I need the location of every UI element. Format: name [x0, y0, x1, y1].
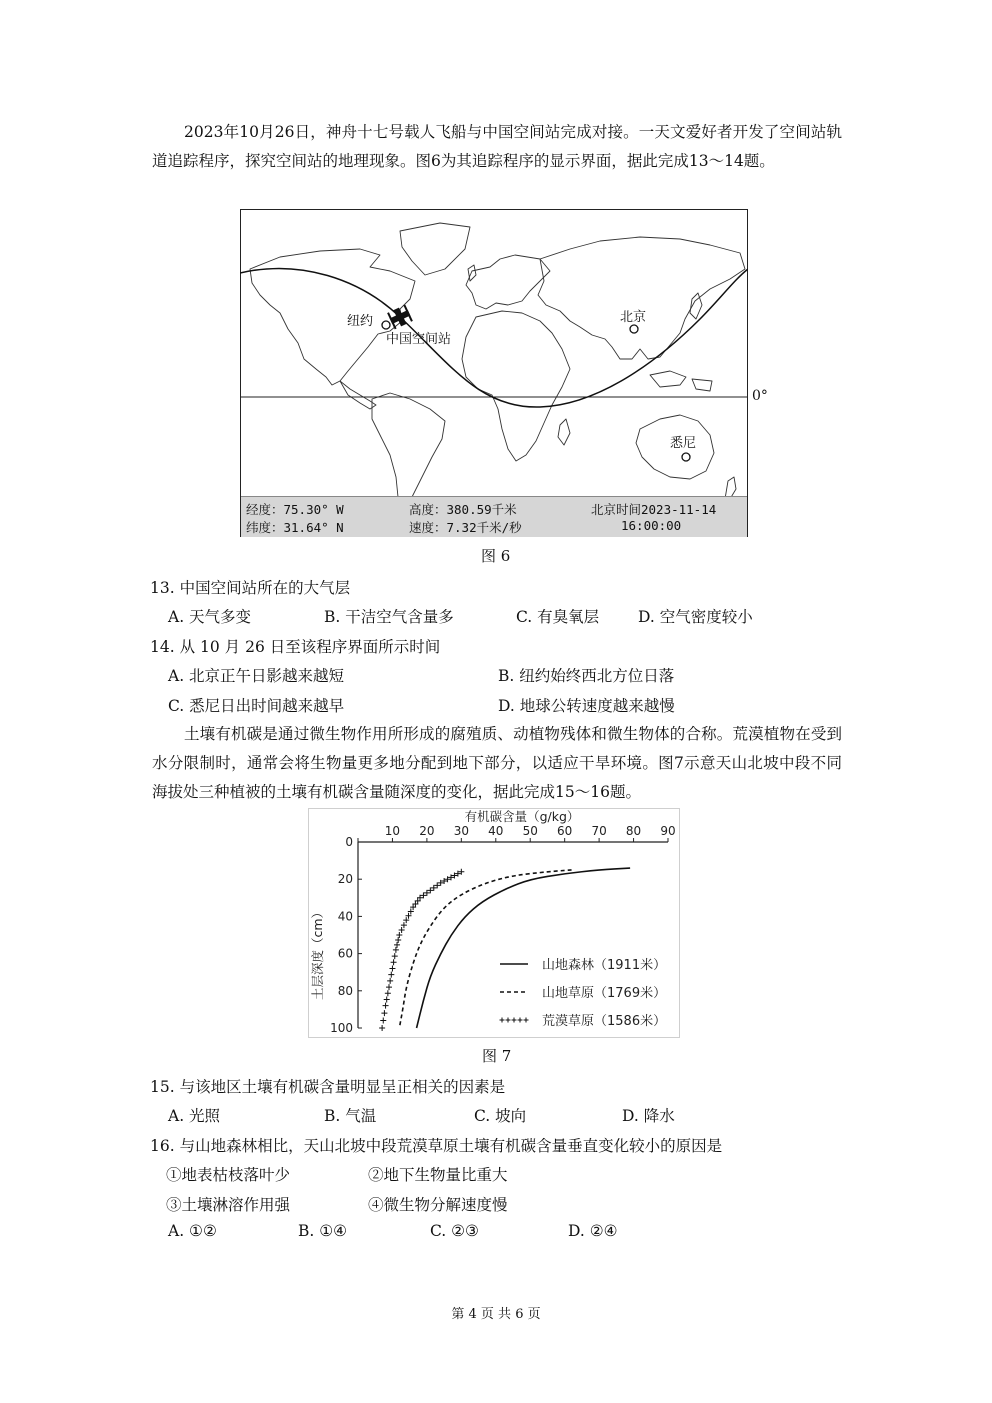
- sydney-label: 悉尼: [670, 436, 697, 451]
- legend-label: 荒漠草原（1586米）: [542, 1014, 667, 1029]
- q14-option-d: D. 地球公转速度越来越慢: [498, 697, 675, 715]
- x-tick-label: 80: [625, 824, 642, 838]
- q16-option-d: D. ②④: [568, 1222, 618, 1240]
- q13-option-d: D. 空气密度较小: [638, 608, 753, 626]
- x-tick-label: 50: [522, 824, 538, 838]
- x-tick-label: 10: [384, 824, 401, 838]
- intro-paragraph-1: 2023年10月26日，神舟十七号载人飞船与中国空间站完成对接。一天文爱好者开发了空间站轨道追踪程序，探究空间站的地理现象。图6为其追踪程序的显示界面，据此完成13～14题。: [152, 123, 842, 170]
- q15-option-a: A. 光照: [168, 1107, 221, 1125]
- info-time-value: 16:00:00: [621, 518, 682, 533]
- newyork-label: 纽约: [347, 314, 374, 329]
- q16-stem: 16. 与山地森林相比，天山北坡中段荒漠草原土壤有机碳含量垂直变化较小的原因是: [150, 1137, 723, 1155]
- intro-paragraph-2: 土壤有机碳是通过微生物作用所形成的腐殖质、动植物残体和微生物体的合称。荒漠植物在受到水分限制时，通常会将生物量更多地分配到地下部分，以适应干旱环境。图7示意天山北坡中段不同海拔处三种植被的土壤有机碳含量随深度的变化，据此完成15～16题。: [152, 725, 842, 801]
- figure-7-caption: 图 7: [482, 1047, 512, 1065]
- info-time-label: 北京时间2023-11-14: [591, 502, 717, 517]
- info-speed: 速度：7.32千米/秒: [409, 520, 522, 535]
- info-altitude: 高度：380.59千米: [409, 502, 517, 517]
- info-longitude: 经度：75.30° W: [246, 502, 344, 517]
- x-tick-label: 90: [660, 824, 676, 838]
- tracker-info-bar: [241, 496, 747, 537]
- world-map: [240, 209, 748, 537]
- q13-option-b: B. 干洁空气含量多: [324, 608, 454, 626]
- q13-stem: 13. 中国空间站所在的大气层: [150, 579, 351, 597]
- legend-label: 山地森林（1911米）: [542, 958, 667, 973]
- info-latitude: 纬度：31.64° N: [246, 520, 344, 535]
- q14-option-b: B. 纽约始终西北方位日落: [498, 667, 675, 685]
- beijing-marker: [630, 325, 638, 333]
- q13-option-c: C. 有臭氧层: [516, 608, 600, 626]
- q16-option-b: B. ①④: [298, 1222, 348, 1240]
- y-tick-label: 60: [337, 946, 353, 961]
- x-tick-label: 40: [488, 824, 504, 838]
- newyork-marker: [382, 321, 390, 329]
- q16-statement-3: ③土壤淋溶作用强: [166, 1196, 291, 1214]
- q15-option-c: C. 坡向: [474, 1107, 527, 1125]
- figure-7-chart: [308, 808, 680, 1038]
- x-tick-label: 60: [557, 824, 573, 838]
- q16-option-c: C. ②③: [430, 1222, 479, 1240]
- y-tick-label: 80: [337, 983, 353, 998]
- q13-option-a: A. 天气多变: [168, 608, 252, 626]
- y-tick-label: 40: [337, 909, 353, 924]
- page-footer: 第 4 页 共 6 页: [451, 1307, 541, 1322]
- station-label: 中国空间站: [386, 332, 452, 347]
- figure-6-map: [240, 209, 748, 537]
- x-tick-label: 30: [453, 824, 469, 838]
- q14-stem: 14. 从 10 月 26 日至该程序界面所示时间: [150, 638, 441, 656]
- figure-6-caption: 图 6: [481, 547, 511, 565]
- q15-option-b: B. 气温: [324, 1107, 377, 1125]
- q14-option-c: C. 悉尼日出时间越来越早: [168, 697, 345, 715]
- q16-statement-2: ②地下生物量比重大: [368, 1166, 508, 1184]
- q14-option-a: A. 北京正午日影越来越短: [168, 667, 345, 685]
- equator-label: 0°: [752, 388, 768, 404]
- chart-x-label: 有机碳含量（g/kg）: [464, 809, 580, 824]
- q16-option-a: A. ①②: [168, 1222, 217, 1240]
- beijing-label: 北京: [620, 310, 647, 325]
- x-tick-label: 20: [419, 824, 435, 838]
- q15-option-d: D. 降水: [622, 1107, 675, 1125]
- x-tick-label: 70: [591, 824, 607, 838]
- y-tick-label: 20: [337, 872, 353, 887]
- q16-statement-1: ①地表枯枝落叶少: [166, 1166, 291, 1184]
- y-tick-label: 0: [345, 835, 353, 849]
- sydney-marker: [682, 453, 690, 461]
- q15-stem: 15. 与该地区土壤有机碳含量明显呈正相关的因素是: [150, 1078, 506, 1096]
- chart-frame: [309, 809, 680, 1038]
- legend-label: 山地草原（1769米）: [542, 986, 667, 1001]
- q16-statement-4: ④微生物分解速度慢: [368, 1196, 508, 1214]
- chart-y-label: 土层深度（cm）: [310, 905, 325, 1001]
- y-tick-label: 100: [330, 1021, 353, 1035]
